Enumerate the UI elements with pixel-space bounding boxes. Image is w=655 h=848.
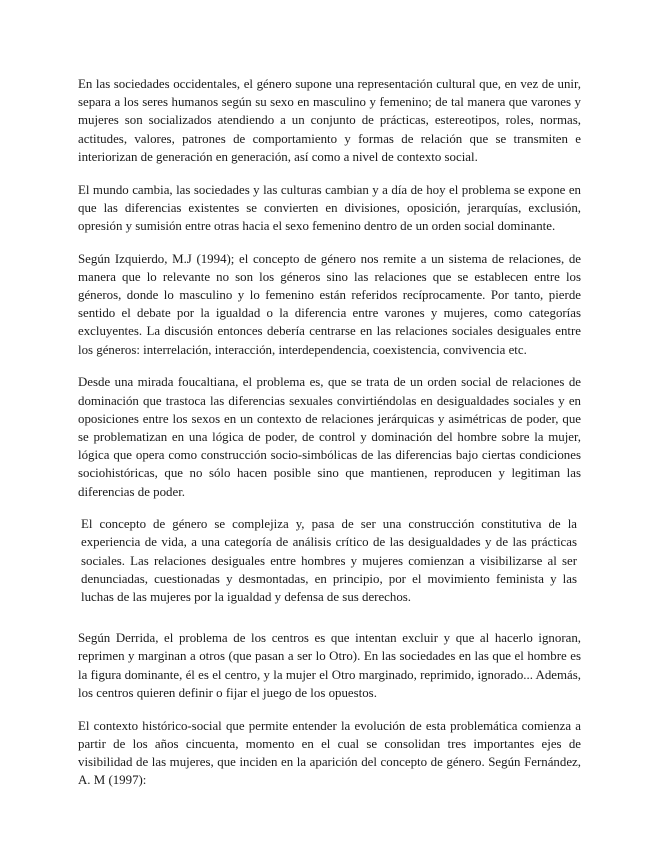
paragraph-gender-representation: En las sociedades occidentales, el género supone una representación cultural que, en vez de unir, separa a los seres humanos según su sexo en masculino y femenino; de tal manera que varones y mujeres son socializados atendiendo a un conjunto de prácticas, estereotipos, roles, normas, actitudes, valores, patrones de comportamiento y formas de relación que se transmiten e interiorizan de generación en generación, así como a nivel de contexto social.: [78, 77, 581, 164]
paragraph-world-changes: El mundo cambia, las sociedades y las culturas cambian y a día de hoy el problema se expone en que las diferencias existentes se convierten en divisiones, oposición, jerarquías, exclusión, opresión y sumisión entre otras hacia el sexo femenino dentro de un orden social dominante.: [78, 182, 581, 233]
paragraph-izquierdo: Según Izquierdo, M.J (1994); el concepto de género nos remite a un sistema de relaciones, de manera que lo relevante no son los géneros sino las relaciones que se establecen entre los géneros, donde lo masculino y lo femenino están referidos recíprocamente. Por tanto, pierde sentido el debate por la igualdad o la diferencia entre varones y mujeres, como categorías excluyentes. La discusión entonces debería centrarse en las relaciones sociales desiguales entre los géneros: interrelación, interacción, interdependencia, coexistencia, convivencia etc.: [78, 251, 581, 357]
paragraph-foucault: Desde una mirada foucaltiana, el problema es, que se trata de un orden social de relaciones de dominación que trastoca las diferencias sexuales convirtiéndolas en desigualdades sociales y en oposiciones entre los sexos en un contexto de relaciones jerárquicas y asimétricas de poder, que se problematizan en una lógica de poder, de control y dominación del hombre sobre la mujer, lógica que opera como construcción socio-simbólicas de las diferencias bajo ciertas condiciones sociohistóricas, que no sólo hacen posible sino que mantienen, reproducen y legitiman las diferencias de poder.: [78, 375, 581, 499]
paragraph-gender-concept: El concepto de género se complejiza y, pasa de ser una construcción constitutiva de la experiencia de vida, a una categoría de análisis crítico de las desigualdades y de las prácticas sociales. Las relaciones desiguales entre hombres y mujeres comienzan a visibilizarse al ser denunciadas, cuestionadas y desmontadas, en principio, por el movimiento feminista y las luchas de las mujeres por la igualdad y defensa de sus derechos.: [81, 517, 577, 605]
paragraph-derrida: Según Derrida, el problema de los centros es que intentan excluir y que al hacerlo ignoran, reprimen y marginan a otros (que pasan a ser lo Otro). En las sociedades en las que el hombre es la figura dominante, él es el centro, y la mujer el Otro marginado, reprimido, ignorado... Además, los centros quieren definir o fijar el juego de los opuestos.: [78, 631, 581, 700]
paragraph-historical-context: El contexto histórico-social que permite entender la evolución de esta problemática comienza a partir de los años cincuenta, momento en el cual se consolidan tres importantes ejes de visibilidad de las mujeres, que inciden en la aparición del concepto de género. Según Fernández, A. M (1997):: [78, 718, 581, 788]
